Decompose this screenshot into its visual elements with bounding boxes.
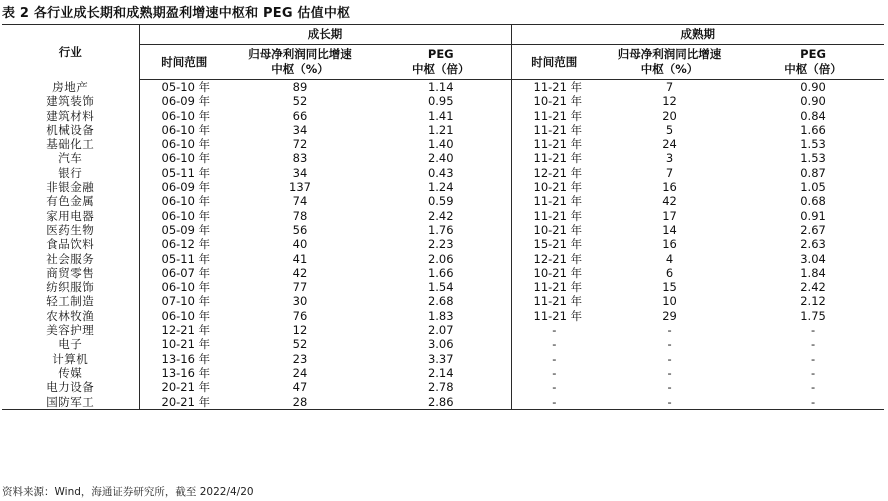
industry-cell: 建筑材料 bbox=[2, 109, 139, 123]
industry-cell: 商贸零售 bbox=[2, 266, 139, 280]
industry-cell: 医药生物 bbox=[2, 223, 139, 237]
mature-profit-cell: 17 bbox=[662, 208, 677, 223]
table-row bbox=[2, 280, 884, 294]
table-row bbox=[2, 123, 884, 137]
mature-profit-cell: 6 bbox=[665, 265, 674, 280]
growth-peg-cell: 1.24 bbox=[427, 180, 454, 195]
table-body bbox=[2, 80, 884, 410]
header-mature-group: 成熟期 bbox=[511, 25, 884, 45]
mature-peg-cell: 1.75 bbox=[800, 308, 826, 323]
mature-peg-cell: 0.84 bbox=[800, 108, 826, 123]
mature-profit-cell: - bbox=[597, 395, 742, 410]
growth-profit-cell: 24 bbox=[292, 365, 308, 380]
growth-time-range-cell: 06-10 年 bbox=[161, 280, 211, 295]
mature-time-range-cell: 11-21 年 bbox=[511, 123, 597, 137]
growth-profit-cell: 41 bbox=[292, 251, 308, 266]
growth-profit-cell: 40 bbox=[292, 237, 308, 252]
mature-profit-cell: 42 bbox=[662, 194, 677, 209]
growth-time-range-cell: 20-21 年 bbox=[139, 395, 229, 410]
table-row bbox=[2, 252, 884, 266]
mature-profit-cell: 29 bbox=[662, 308, 677, 323]
industry-cell: 基础化工 bbox=[2, 137, 139, 151]
industry-cell: 有色金属 bbox=[2, 194, 139, 208]
mature-time-range-cell: - bbox=[511, 395, 597, 410]
mature-profit-cell: 16 bbox=[662, 237, 677, 252]
mature-time-range-cell: - bbox=[511, 323, 597, 337]
growth-peg-cell: 2.78 bbox=[427, 380, 454, 395]
table-row bbox=[2, 323, 884, 337]
table-header bbox=[2, 25, 884, 80]
growth-peg-cell: 1.83 bbox=[427, 308, 454, 323]
table-row bbox=[2, 180, 884, 194]
source-note: 资料来源：Wind，海通证券研究所，截至 2022/4/20 bbox=[2, 486, 254, 498]
data-table-frame bbox=[2, 24, 884, 410]
header-mature-time-range: 时间范围 bbox=[511, 45, 597, 80]
growth-time-range-cell: 05-09 年 bbox=[161, 222, 211, 237]
growth-profit-cell: 28 bbox=[229, 395, 371, 410]
growth-profit-cell: 47 bbox=[292, 380, 308, 395]
growth-peg-cell: 1.40 bbox=[427, 137, 454, 152]
mature-peg-cell: 1.53 bbox=[800, 137, 826, 152]
table-row bbox=[2, 337, 884, 351]
growth-peg-cell: 3.06 bbox=[427, 337, 454, 352]
growth-profit-cell: 77 bbox=[292, 280, 308, 295]
mature-time-range-cell: 11-21 年 bbox=[511, 137, 597, 151]
industry-cell: 非银金融 bbox=[2, 180, 139, 194]
industry-cell: 房地产 bbox=[2, 80, 139, 95]
mature-profit-cell: - bbox=[667, 323, 672, 338]
header-growth-group: 成长期 bbox=[139, 25, 511, 45]
growth-profit-cell: 34 bbox=[292, 122, 308, 137]
growth-time-range-cell: 05-11 年 bbox=[161, 165, 211, 180]
growth-profit-cell: 34 bbox=[292, 165, 308, 180]
growth-time-range-cell: 06-10 年 bbox=[161, 151, 211, 166]
header-mature-profit: 归母净利润同比增速 中枢（%） bbox=[597, 45, 742, 80]
growth-profit-cell: 72 bbox=[292, 137, 308, 152]
mature-peg-cell: 0.91 bbox=[800, 208, 826, 223]
growth-time-range-cell: 06-10 年 bbox=[161, 108, 211, 123]
growth-peg-cell: 2.86 bbox=[371, 395, 511, 410]
growth-peg-cell: 1.14 bbox=[427, 80, 454, 94]
mature-peg-cell: 2.63 bbox=[800, 237, 826, 252]
table-row bbox=[2, 223, 884, 237]
table-row bbox=[2, 109, 884, 123]
table-row bbox=[2, 380, 884, 394]
growth-profit-cell: 83 bbox=[292, 151, 308, 166]
growth-time-range-cell: 12-21 年 bbox=[161, 323, 211, 338]
mature-profit-cell: 20 bbox=[662, 108, 677, 123]
growth-time-range-cell: 10-21 年 bbox=[161, 337, 211, 352]
table-row bbox=[2, 266, 884, 280]
mature-peg-cell: 2.67 bbox=[800, 222, 826, 237]
mature-peg-cell: - bbox=[810, 380, 816, 395]
table-row bbox=[2, 352, 884, 366]
growth-peg-cell: 2.40 bbox=[427, 151, 454, 166]
header-growth-profit: 归母净利润同比增速 中枢（%） bbox=[229, 45, 371, 80]
mature-profit-cell: 7 bbox=[665, 165, 674, 180]
table-row bbox=[2, 166, 884, 180]
mature-peg-cell: 0.87 bbox=[800, 165, 826, 180]
table-row bbox=[2, 395, 884, 410]
mature-peg-cell: 2.12 bbox=[800, 294, 826, 309]
industry-cell: 农林牧渔 bbox=[2, 309, 139, 323]
growth-peg-cell: 0.43 bbox=[427, 165, 454, 180]
mature-time-range-cell: - bbox=[511, 337, 597, 351]
industry-peg-table bbox=[2, 25, 884, 410]
mature-profit-cell: 3 bbox=[665, 151, 674, 166]
growth-profit-cell: 76 bbox=[292, 308, 308, 323]
mature-profit-cell: 24 bbox=[662, 137, 677, 152]
industry-cell: 国防军工 bbox=[2, 395, 139, 410]
mature-time-range-cell: 11-21 年 bbox=[511, 109, 597, 123]
growth-time-range-cell: 06-10 年 bbox=[161, 137, 211, 152]
mature-peg-cell: - bbox=[742, 395, 884, 410]
growth-time-range-cell: 05-11 年 bbox=[161, 251, 211, 266]
growth-peg-cell: 2.68 bbox=[427, 294, 454, 309]
mature-peg-cell: - bbox=[810, 337, 816, 352]
growth-profit-cell: 78 bbox=[292, 208, 308, 223]
growth-profit-cell: 74 bbox=[292, 194, 308, 209]
industry-cell: 社会服务 bbox=[2, 252, 139, 266]
growth-profit-cell: 137 bbox=[289, 180, 311, 195]
growth-peg-cell: 0.59 bbox=[427, 194, 454, 209]
mature-time-range-cell: 11-21 年 bbox=[511, 209, 597, 223]
growth-time-range-cell: 13-16 年 bbox=[161, 365, 211, 380]
header-mature-peg: PEG 中枢（倍） bbox=[742, 45, 884, 80]
table-row bbox=[2, 94, 884, 108]
header-industry: 行业 bbox=[2, 25, 139, 80]
growth-profit-cell: 23 bbox=[292, 351, 308, 366]
mature-profit-cell: - bbox=[667, 351, 672, 366]
growth-profit-cell: 12 bbox=[292, 323, 308, 338]
growth-time-range-cell: 06-10 年 bbox=[161, 308, 211, 323]
mature-time-range-cell: 11-21 年 bbox=[511, 309, 597, 323]
growth-peg-cell: 1.54 bbox=[427, 280, 454, 295]
mature-peg-cell: 1.66 bbox=[800, 122, 826, 137]
growth-profit-cell: 52 bbox=[292, 94, 308, 109]
growth-profit-cell: 52 bbox=[292, 337, 308, 352]
table-row bbox=[2, 194, 884, 208]
growth-time-range-cell: 06-09 年 bbox=[161, 180, 211, 195]
table-row bbox=[2, 209, 884, 223]
mature-profit-cell: 14 bbox=[662, 222, 677, 237]
growth-peg-cell: 2.14 bbox=[427, 365, 454, 380]
growth-peg-cell: 1.21 bbox=[427, 122, 454, 137]
growth-time-range-cell: 20-21 年 bbox=[161, 380, 211, 395]
growth-time-range-cell: 07-10 年 bbox=[161, 294, 211, 309]
growth-profit-cell: 89 bbox=[292, 80, 308, 94]
industry-cell: 汽车 bbox=[2, 151, 139, 165]
mature-time-range-cell: 11-21 年 bbox=[511, 194, 597, 208]
industry-cell: 食品饮料 bbox=[2, 237, 139, 251]
mature-profit-cell: 12 bbox=[662, 94, 677, 109]
industry-cell: 机械设备 bbox=[2, 123, 139, 137]
mature-time-range-cell: - bbox=[511, 380, 597, 394]
growth-peg-cell: 1.41 bbox=[427, 108, 454, 123]
mature-peg-cell: 0.90 bbox=[800, 80, 826, 94]
growth-time-range-cell: 06-09 年 bbox=[161, 94, 211, 109]
mature-peg-cell: - bbox=[810, 351, 816, 366]
mature-peg-cell: 0.68 bbox=[800, 194, 826, 209]
mature-profit-cell: 7 bbox=[665, 80, 674, 94]
industry-cell: 建筑装饰 bbox=[2, 94, 139, 108]
growth-peg-cell: 0.95 bbox=[427, 94, 454, 109]
mature-peg-cell: 1.53 bbox=[800, 151, 826, 166]
mature-profit-cell: - bbox=[667, 365, 672, 380]
growth-profit-cell: 30 bbox=[292, 294, 308, 309]
table-row bbox=[2, 80, 884, 95]
mature-profit-cell: 5 bbox=[665, 122, 674, 137]
table-row bbox=[2, 309, 884, 323]
growth-profit-cell: 42 bbox=[292, 265, 308, 280]
mature-peg-cell: 1.05 bbox=[800, 180, 826, 195]
mature-time-range-cell: 10-21 年 bbox=[511, 180, 597, 194]
industry-cell: 纺织服饰 bbox=[2, 280, 139, 294]
industry-cell: 电力设备 bbox=[2, 380, 139, 394]
growth-peg-cell: 2.07 bbox=[427, 323, 454, 338]
growth-peg-cell: 3.37 bbox=[427, 351, 454, 366]
mature-peg-cell: - bbox=[810, 365, 816, 380]
mature-time-range-cell: 12-21 年 bbox=[511, 252, 597, 266]
table-row bbox=[2, 237, 884, 251]
mature-profit-cell: - bbox=[667, 380, 672, 395]
growth-profit-cell: 56 bbox=[292, 222, 308, 237]
mature-profit-cell: 4 bbox=[665, 251, 674, 266]
growth-time-range-cell: 06-10 年 bbox=[161, 122, 211, 137]
industry-cell: 传媒 bbox=[2, 366, 139, 380]
table-row bbox=[2, 366, 884, 380]
table-title: 表 2 各行业成长期和成熟期盈利增速中枢和 PEG 估值中枢 bbox=[2, 6, 351, 21]
industry-cell: 轻工制造 bbox=[2, 294, 139, 308]
mature-profit-cell: 15 bbox=[662, 280, 677, 295]
mature-peg-cell: 0.90 bbox=[800, 94, 826, 109]
header-growth-time-range: 时间范围 bbox=[139, 45, 229, 80]
header-growth-peg: PEG 中枢（倍） bbox=[371, 45, 511, 80]
growth-time-range-cell: 05-10 年 bbox=[161, 80, 211, 94]
table-row bbox=[2, 137, 884, 151]
mature-profit-cell: 16 bbox=[662, 180, 677, 195]
mature-time-range-cell: - bbox=[511, 366, 597, 380]
industry-cell: 电子 bbox=[2, 337, 139, 351]
mature-time-range-cell: 11-21 年 bbox=[511, 280, 597, 294]
mature-profit-cell: - bbox=[667, 337, 672, 352]
growth-peg-cell: 1.66 bbox=[427, 265, 454, 280]
growth-peg-cell: 2.42 bbox=[427, 208, 454, 223]
growth-time-range-cell: 13-16 年 bbox=[161, 351, 211, 366]
mature-time-range-cell: 15-21 年 bbox=[511, 237, 597, 251]
growth-time-range-cell: 06-12 年 bbox=[161, 237, 211, 252]
mature-time-range-cell: 10-21 年 bbox=[511, 223, 597, 237]
growth-peg-cell: 1.76 bbox=[427, 222, 454, 237]
growth-time-range-cell: 06-07 年 bbox=[161, 265, 211, 280]
mature-time-range-cell: 11-21 年 bbox=[511, 151, 597, 165]
industry-cell: 美容护理 bbox=[2, 323, 139, 337]
growth-peg-cell: 2.23 bbox=[427, 237, 454, 252]
industry-cell: 家用电器 bbox=[2, 209, 139, 223]
table-row bbox=[2, 151, 884, 165]
mature-time-range-cell: 12-21 年 bbox=[511, 166, 597, 180]
mature-peg-cell: 1.84 bbox=[800, 265, 826, 280]
mature-time-range-cell: 11-21 年 bbox=[511, 80, 597, 95]
mature-time-range-cell: 10-21 年 bbox=[511, 266, 597, 280]
mature-peg-cell: 2.42 bbox=[800, 280, 826, 295]
growth-peg-cell: 2.06 bbox=[427, 251, 454, 266]
mature-time-range-cell: 11-21 年 bbox=[511, 294, 597, 308]
mature-profit-cell: 10 bbox=[662, 294, 677, 309]
mature-peg-cell: 3.04 bbox=[800, 251, 826, 266]
industry-cell: 计算机 bbox=[2, 352, 139, 366]
mature-time-range-cell: 10-21 年 bbox=[511, 94, 597, 108]
mature-time-range-cell: - bbox=[511, 352, 597, 366]
growth-time-range-cell: 06-10 年 bbox=[161, 194, 211, 209]
table-row bbox=[2, 294, 884, 308]
growth-time-range-cell: 06-10 年 bbox=[161, 208, 211, 223]
growth-profit-cell: 66 bbox=[292, 108, 308, 123]
industry-cell: 银行 bbox=[2, 166, 139, 180]
mature-peg-cell: - bbox=[810, 323, 816, 338]
